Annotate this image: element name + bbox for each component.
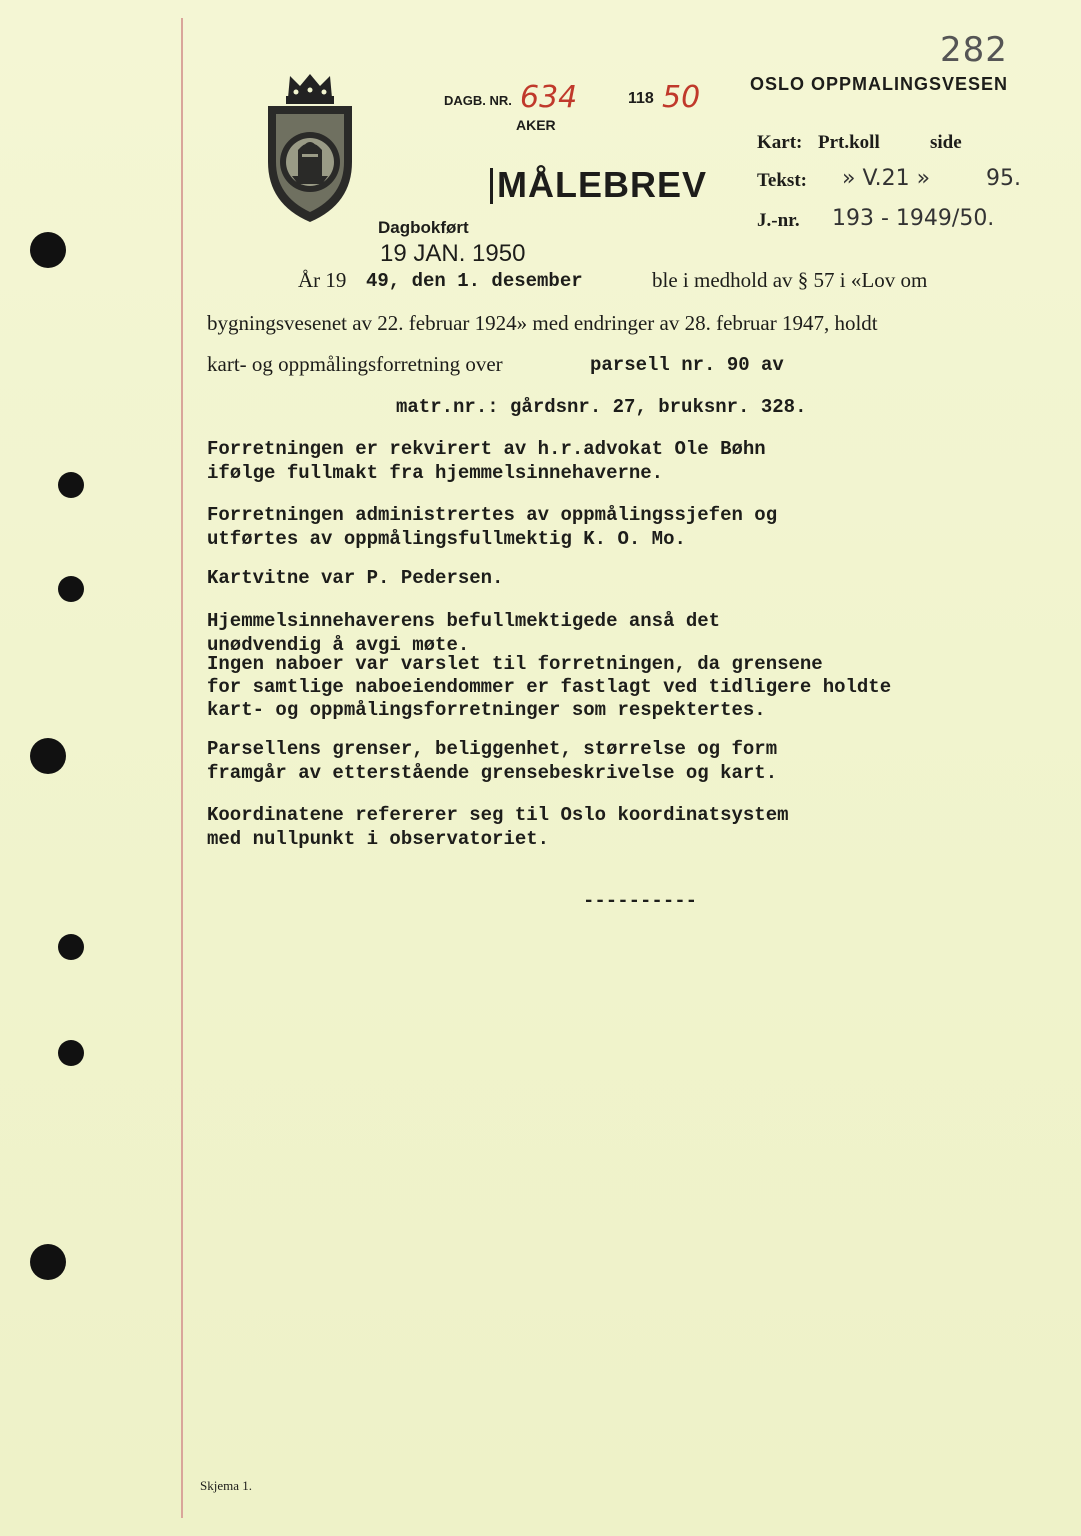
dagb-label: DAGB. NR. bbox=[444, 93, 512, 108]
punch-hole-icon bbox=[58, 1040, 84, 1066]
office-name: OSLO OPPMALINGSVESEN bbox=[750, 74, 1009, 94]
dagbok-stamp-label: Dagbokført bbox=[378, 218, 469, 237]
side-label: side bbox=[930, 132, 962, 153]
paragraph-2-line-2: utførtes av oppmålingsfullmektig K. O. Mo. bbox=[207, 528, 686, 550]
paragraph-4-line-1: Hjemmelsinnehaverens befullmektigede anså det bbox=[207, 610, 721, 632]
paragraph-5-line-3: kart- og oppmålingsforretninger som respektertes. bbox=[207, 699, 766, 721]
punch-hole-icon bbox=[30, 738, 66, 774]
punch-hole-icon bbox=[30, 232, 66, 268]
paragraph-5-line-2: for samtlige naboeiendommer er fastlagt ved tidligere holdte bbox=[207, 676, 892, 698]
kart-label: Kart: bbox=[757, 132, 803, 153]
punch-hole-icon bbox=[58, 576, 84, 602]
paragraph-7-line-1: Koordinatene refererer seg til Oslo koordinatsystem bbox=[207, 804, 789, 826]
paragraph-3-line-1: Kartvitne var P. Pedersen. bbox=[207, 567, 504, 589]
kart-value: Prt.koll bbox=[818, 132, 880, 153]
jnr-value: 193 - 1949/50. bbox=[832, 206, 995, 231]
oslo-seal-icon bbox=[262, 72, 358, 224]
page-number: 282 bbox=[940, 30, 1008, 70]
paragraph-6-line-1: Parsellens grenser, beliggenhet, størrelse og form bbox=[207, 738, 778, 760]
body-line-1-date: 49, den 1. desember bbox=[366, 270, 583, 292]
jnr-label: J.-nr. bbox=[757, 210, 800, 231]
title-bar bbox=[490, 168, 493, 204]
paragraph-4-line-2: unødvendig å avgi møte. bbox=[207, 634, 470, 656]
dagb-number-typed: 118 bbox=[628, 90, 654, 107]
tekst-label: Tekst: bbox=[757, 170, 807, 191]
end-divider: ---------- bbox=[583, 890, 698, 912]
paragraph-1-line-2: ifølge fullmakt fra hjemmelsinnehaverne. bbox=[207, 462, 664, 484]
body-line-3-parcel: parsell nr. 90 av bbox=[590, 354, 784, 376]
paragraph-6-line-2: framgår av etterstående grensebeskrivelse og kart. bbox=[207, 762, 778, 784]
dagb-number-handwritten: 634 bbox=[520, 80, 578, 115]
body-line-1-suffix: ble i medhold av § 57 i «Lov om bbox=[652, 268, 928, 292]
punch-hole-icon bbox=[58, 472, 84, 498]
paragraph-2-line-1: Forretningen administrertes av oppmålingssjefen og bbox=[207, 504, 778, 526]
body-line-1-prefix: År 19 bbox=[298, 268, 347, 292]
body-line-3-prefix: kart- og oppmålingsforretning over bbox=[207, 352, 503, 376]
tekst-value: » V.21 » bbox=[842, 166, 931, 191]
paragraph-7-line-2: med nullpunkt i observatoriet. bbox=[207, 828, 550, 850]
document-title: MÅLEBREV bbox=[497, 164, 708, 205]
form-label: Skjema 1. bbox=[200, 1478, 252, 1493]
paragraph-5-line-1: Ingen naboer var varslet til forretningen, da grensene bbox=[207, 653, 823, 675]
tekst-side: 95. bbox=[986, 166, 1021, 191]
stamp-date: 19 JAN. 1950 bbox=[380, 240, 526, 267]
punch-hole-icon bbox=[30, 1244, 66, 1280]
body-line-4-matrikkel: matr.nr.: gårdsnr. 27, bruksnr. 328. bbox=[396, 396, 807, 418]
municipality: AKER bbox=[516, 117, 556, 133]
body-line-2: bygningsvesenet av 22. februar 1924» med endringer av 28. februar 1947, holdt bbox=[207, 311, 878, 335]
punch-hole-icon bbox=[58, 934, 84, 960]
dagb-year-handwritten: 50 bbox=[662, 80, 701, 115]
paragraph-1-line-1: Forretningen er rekvirert av h.r.advokat Ole Bøhn bbox=[207, 438, 766, 460]
margin-line bbox=[181, 18, 183, 1518]
